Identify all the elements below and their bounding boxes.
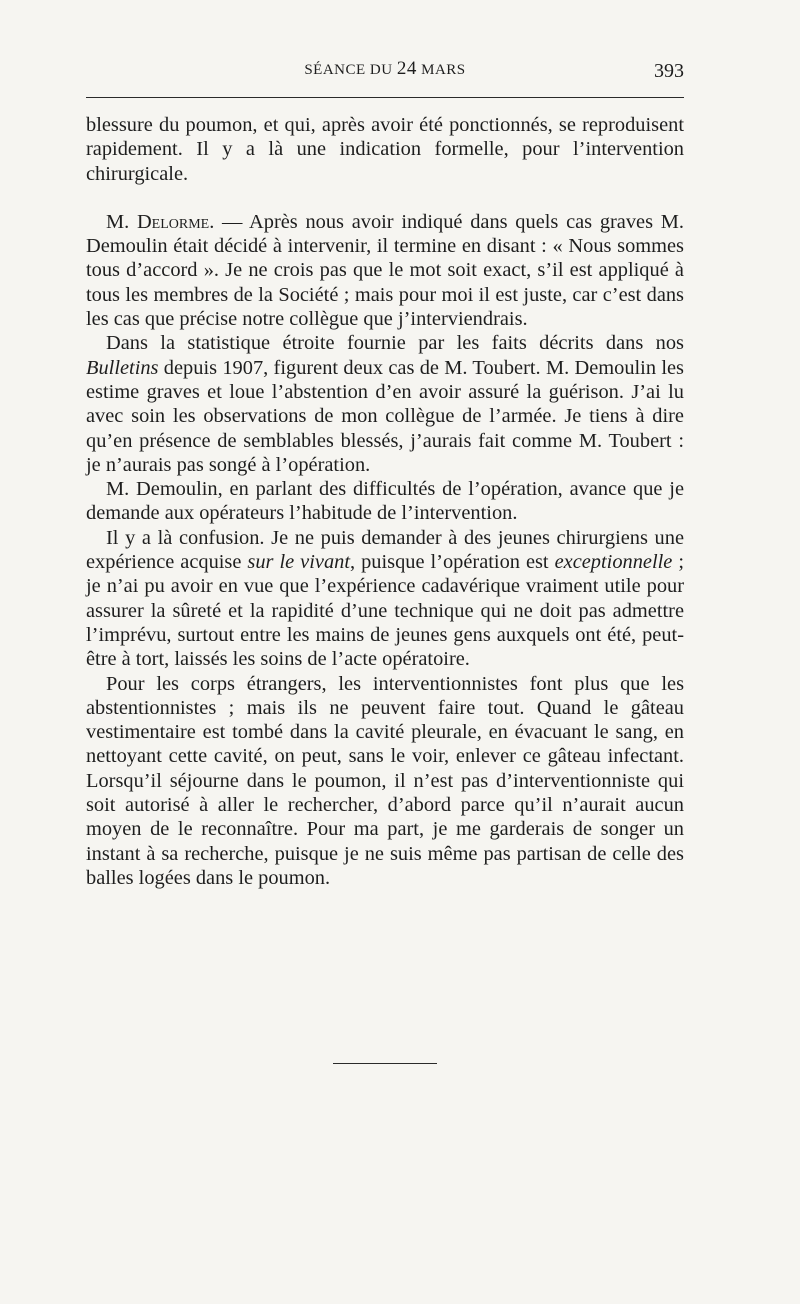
running-head-date-number: 24 — [396, 58, 417, 79]
header-rule — [86, 97, 684, 98]
end-rule — [333, 1063, 437, 1064]
paragraph-5-text-b: , puisque l’opération est — [350, 551, 555, 574]
page-number: 393 — [654, 60, 684, 82]
paragraph-2-text: — Après nous avoir indiqué dans quels cas graves M. Demoulin était décidé à intervenir, il termine en disant : « Nous sommes tous d’accord ». Je ne crois pas que le mot soit exact, s’il est appliqué à tous les membres de la Société ; mais pour moi il est juste, car c’est dans les cas que précise notre collègue que j’interviendrais. — [86, 210, 684, 331]
page-body — [86, 113, 684, 890]
page-header — [86, 58, 684, 88]
paragraph-5-text-a: Il y a là confusion. Je ne puis demander à des jeunes chirurgiens une expérience acquise — [86, 526, 684, 574]
paragraph-3-italic: Bulletins — [86, 356, 159, 379]
paragraph-3-text-a: Dans la statistique étroite fournie par les faits décrits dans nos — [106, 332, 684, 355]
paragraph-3 — [86, 331, 684, 477]
paragraph-5 — [86, 526, 684, 672]
paragraph-5-text-c: ; je n’ai pu avoir en vue que l’expérience cadavérique vraiment utile pour assurer la sûreté et la rapidité d’une technique qui ne doit pas admettre l’imprévu, surtout entre les mains de jeunes gens auxquels ont été, peut-être à tort, laissés les soins de l’acte opératoire. — [86, 551, 684, 671]
paragraph-5-italic-2: exceptionnelle — [554, 551, 673, 574]
speaker-name: M. Delorme. — [106, 210, 215, 233]
paragraph-4: M. Demoulin, en parlant des difficultés de l’opération, avance que je demande aux opérateurs l’habitude de l’intervention. — [86, 478, 684, 525]
running-head-suffix: MARS — [416, 62, 466, 78]
paragraph-3-text-b: depuis 1907, figurent deux cas de M. Toubert. M. Demoulin les estime graves et loue l’abstention d’en avoir assuré la guérison. J’ai lu avec soin les observations de mon collègue de l’armée. Je tiens à dire qu’en présence de semblables blessés, j’aurais fait comme M. Toubert : je n’aurais pas songé à l’opération. — [86, 356, 684, 476]
paragraph-5-italic-1: sur le vivant — [247, 551, 350, 574]
running-head — [86, 58, 684, 80]
paragraph-1: blessure du poumon, et qui, après avoir été ponctionnés, se reproduisent rapidement. Il y a là une indication formelle, pour l’intervention chirurgicale. — [86, 114, 684, 185]
paragraph-2 — [86, 210, 684, 331]
running-head-prefix: SÉANCE DU — [304, 62, 397, 78]
paragraph-6: Pour les corps étrangers, les interventionnistes font plus que les abstentionnistes ; mais ils ne peuvent faire tout. Quand le gâteau vestimentaire est tombé dans la cavité pleurale, en évacuant le sang, en nettoyant cette cavité, on peut, sans le voir, enlever ce gâteau infectant. Lorsqu’il séjourne dans le poumon, il n’est pas d’interventionniste qui soit autorisé à aller le rechercher, d’abord parce qu’il n’aurait aucun moyen de le reconnaître. Pour ma part, je me garderais de songer un instant à sa recherche, puisque je ne suis même pas partisan de celle des balles logées dans le poumon. — [86, 672, 684, 889]
